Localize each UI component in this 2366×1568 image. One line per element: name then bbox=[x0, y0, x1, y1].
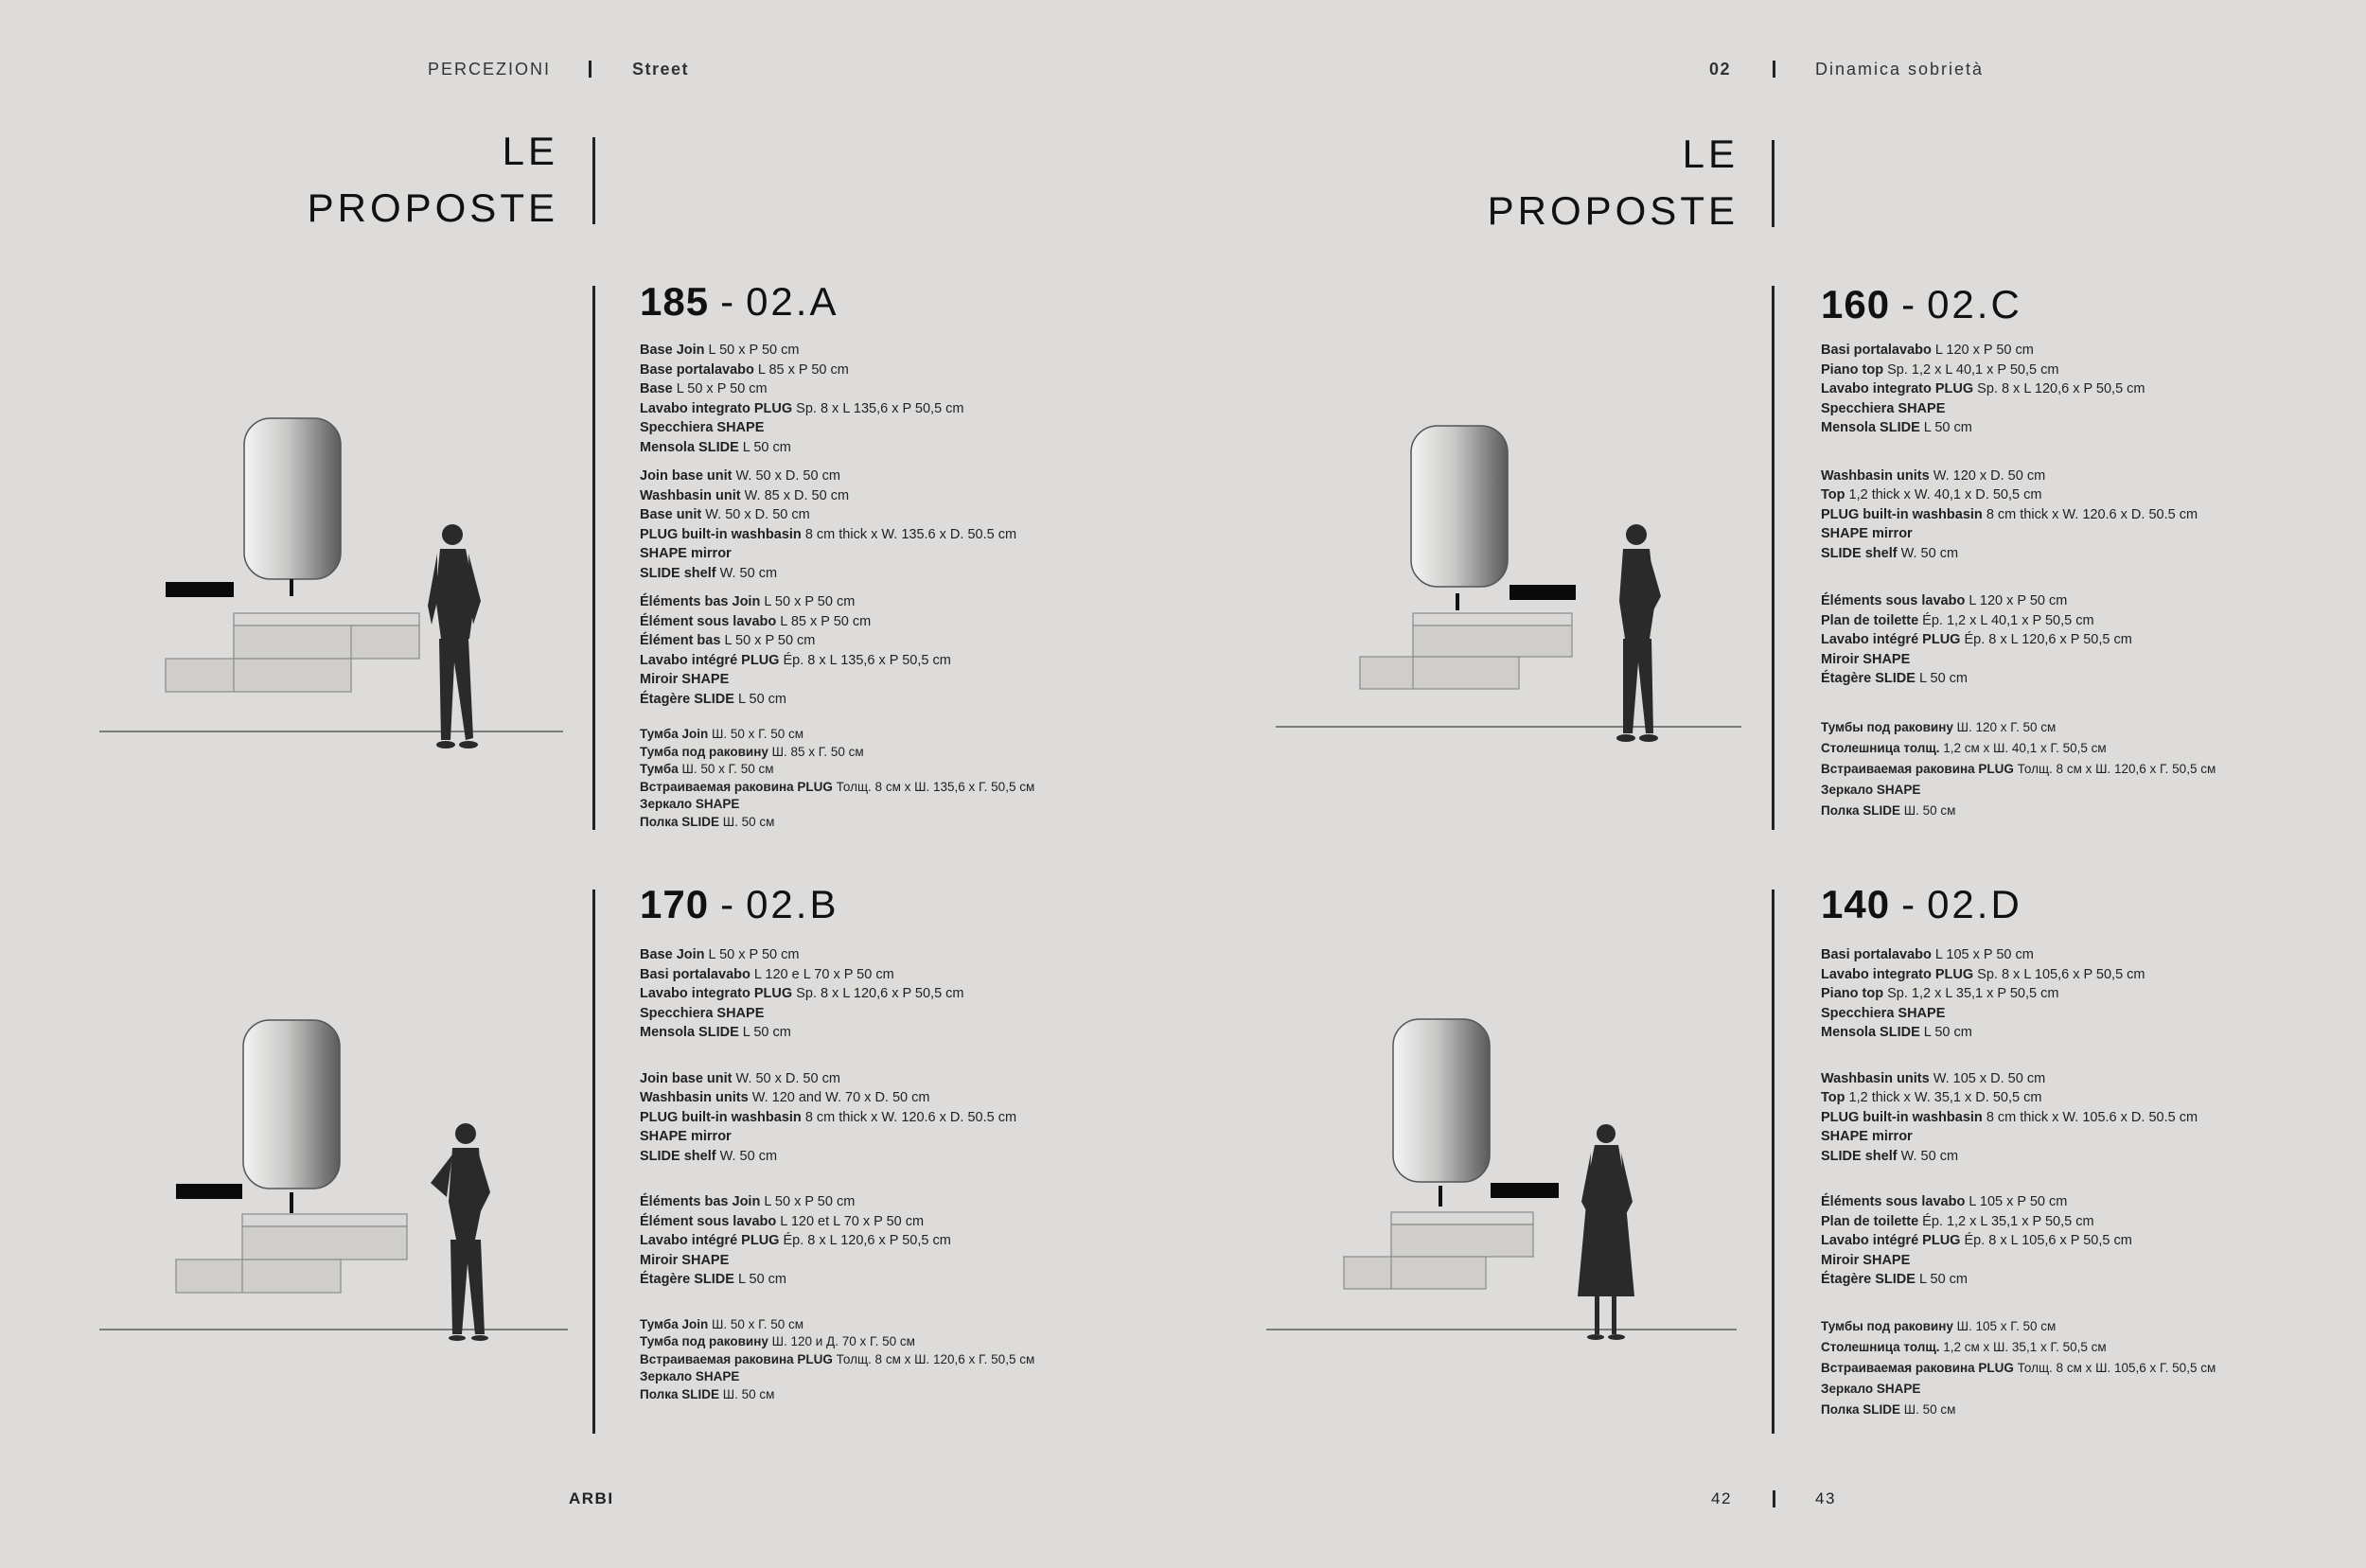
page-title-right: LE PROPOSTE bbox=[1487, 132, 1739, 233]
composition-illustration-d bbox=[1263, 1013, 1737, 1372]
spec-group-fr bbox=[640, 592, 1034, 709]
spec-line: Basi portalavabo L 120 e L 70 x P 50 cm bbox=[640, 966, 894, 982]
section-label: PERCEZIONI bbox=[428, 60, 552, 79]
spec-line: PLUG built-in washbasin 8 cm thick x W. 120.6 x D. 50.5 cm bbox=[1821, 506, 2198, 522]
spec-group-fr bbox=[1821, 1192, 2216, 1290]
spec-line: Base Join L 50 x P 50 cm bbox=[640, 343, 800, 358]
spec-line: Столешница толщ. 1,2 см x Ш. 40,1 x Г. 50,5 см bbox=[1821, 740, 2107, 755]
spec-line: Lavabo integrato PLUG Sp. 8 x L 120,6 x P 50,5 cm bbox=[640, 986, 964, 1001]
subsection-label: Street bbox=[632, 60, 690, 79]
proposal-heading-a: 185 - 02.A bbox=[640, 279, 839, 324]
washbasin-cabinet bbox=[234, 625, 419, 659]
washbasin-cabinet bbox=[242, 1214, 407, 1226]
spec-line: Miroir SHAPE bbox=[1821, 1252, 1911, 1268]
spec-line: Miroir SHAPE bbox=[640, 1252, 730, 1268]
mirror bbox=[243, 1020, 340, 1189]
spec-group-ru bbox=[1821, 717, 2216, 821]
spec-line: Basi portalavabo L 105 x P 50 cm bbox=[1821, 947, 2034, 962]
spec-group-it bbox=[640, 341, 1034, 457]
composition-illustration-c bbox=[1273, 407, 1746, 766]
faucet bbox=[1439, 1186, 1442, 1207]
spec-line: Base L 50 x P 50 cm bbox=[640, 381, 768, 396]
spec-list-c bbox=[1821, 341, 2216, 831]
spec-group-ru bbox=[1821, 1316, 2216, 1420]
person-figure bbox=[1578, 1124, 1634, 1340]
proposal-heading-c: 160 - 02.C bbox=[1821, 282, 2022, 326]
spec-line: PLUG built-in washbasin 8 cm thick x W. 120.6 x D. 50.5 cm bbox=[640, 1109, 1017, 1125]
shelf bbox=[166, 582, 234, 597]
spec-divider-a bbox=[592, 286, 595, 830]
chapter-number: 02 bbox=[1709, 60, 1732, 79]
mirror bbox=[1393, 1019, 1490, 1182]
spec-line: Полка SLIDE Ш. 50 см bbox=[640, 1386, 775, 1401]
spec-line: Specchiera SHAPE bbox=[640, 420, 765, 435]
spec-group-fr bbox=[1821, 591, 2216, 689]
spec-line: Élément bas L 50 x P 50 cm bbox=[640, 633, 816, 648]
spec-line: Столешница толщ. 1,2 см x Ш. 35,1 x Г. 50,5 см bbox=[1821, 1339, 2107, 1354]
spec-line: Зеркало SHAPE bbox=[1821, 782, 1921, 797]
spec-line: Piano top Sp. 1,2 x L 40,1 x P 50,5 cm bbox=[1821, 361, 2059, 378]
spec-line: Lavabo intégré PLUG Ép. 8 x L 120,6 x P 50,5 cm bbox=[640, 1233, 951, 1248]
page-number-right: 43 bbox=[1815, 1489, 1836, 1507]
washbasin-cabinet bbox=[242, 1226, 407, 1260]
spec-group-en bbox=[1821, 1069, 2216, 1167]
spec-line: Élément sous lavabo L 120 et L 70 x P 50 cm bbox=[640, 1213, 925, 1229]
faucet bbox=[290, 579, 293, 596]
mirror bbox=[1411, 426, 1508, 587]
spec-line: Тумбы под раковину Ш. 120 x Г. 50 см bbox=[1821, 719, 2057, 734]
spec-line: Lavabo integrato PLUG Sp. 8 x L 105,6 x P 50,5 cm bbox=[1821, 966, 2145, 982]
footer-separator bbox=[1773, 1490, 1775, 1507]
spec-line: Plan de toilette Ép. 1,2 x L 40,1 x P 50,5 cm bbox=[1821, 612, 2094, 628]
spec-line: Miroir SHAPE bbox=[640, 672, 730, 687]
composition-illustration-b bbox=[95, 1013, 568, 1372]
spec-line: PLUG built-in washbasin 8 cm thick x W. 105.6 x D. 50.5 cm bbox=[1821, 1109, 2198, 1125]
spec-list-b bbox=[640, 945, 1034, 1413]
spec-line: Éléments sous lavabo L 105 x P 50 cm bbox=[1821, 1194, 2068, 1209]
spec-line: Top 1,2 thick x W. 35,1 x D. 50,5 cm bbox=[1821, 1090, 2042, 1105]
spec-line: Miroir SHAPE bbox=[1821, 651, 1911, 667]
washbasin-cabinet bbox=[234, 613, 419, 625]
spec-line: Mensola SLIDE L 50 cm bbox=[640, 439, 791, 455]
spec-line: Specchiera SHAPE bbox=[1821, 400, 1946, 416]
spec-line: Base Join L 50 x P 50 cm bbox=[640, 947, 800, 962]
spec-group-it bbox=[640, 945, 1034, 1043]
mirror bbox=[244, 418, 341, 579]
spec-line: Lavabo integrato PLUG Sp. 8 x L 135,6 x P 50,5 cm bbox=[640, 400, 964, 416]
spec-line: Mensola SLIDE L 50 cm bbox=[1821, 420, 1972, 435]
spec-line: SHAPE mirror bbox=[640, 1129, 732, 1144]
spec-line: SLIDE shelf W. 50 cm bbox=[1821, 1148, 1959, 1164]
spec-line: Join base unit W. 50 x D. 50 cm bbox=[640, 1070, 840, 1086]
spec-line: Тумба Join Ш. 50 x Г. 50 см bbox=[640, 1316, 804, 1331]
spec-line: Зеркало SHAPE bbox=[640, 797, 740, 811]
base-cabinet bbox=[176, 1260, 341, 1293]
spec-line: PLUG built-in washbasin 8 cm thick x W. 135.6 x D. 50.5 cm bbox=[640, 526, 1017, 542]
spec-line: Mensola SLIDE L 50 cm bbox=[640, 1025, 791, 1040]
person-figure bbox=[428, 524, 481, 749]
spec-divider-d bbox=[1772, 890, 1774, 1434]
spec-line: Встраиваемая раковина PLUG Толщ. 8 см x Ш. 120,6 x Г. 50,5 см bbox=[640, 1351, 1035, 1366]
spec-line: Étagère SLIDE L 50 cm bbox=[640, 691, 786, 707]
spec-line: Полка SLIDE Ш. 50 см bbox=[1821, 802, 1956, 818]
faucet bbox=[1456, 593, 1459, 610]
title-divider bbox=[592, 137, 595, 224]
shelf bbox=[176, 1184, 242, 1199]
spec-line: Basi portalavabo L 120 x P 50 cm bbox=[1821, 343, 2034, 358]
spec-line: SHAPE mirror bbox=[640, 546, 732, 561]
title-divider bbox=[1772, 140, 1774, 227]
spec-line: Washbasin units W. 105 x D. 50 cm bbox=[1821, 1070, 2046, 1086]
spec-line: Washbasin unit W. 85 x D. 50 cm bbox=[640, 487, 850, 503]
spec-line: Top 1,2 thick x W. 40,1 x D. 50,5 cm bbox=[1821, 487, 2042, 502]
spec-line: Éléments sous lavabo L 120 x P 50 cm bbox=[1821, 593, 2068, 608]
spec-line: SHAPE mirror bbox=[1821, 1129, 1913, 1144]
brand-logo: ARBI bbox=[569, 1489, 614, 1507]
spec-line: Lavabo intégré PLUG Ép. 8 x L 105,6 x P 50,5 cm bbox=[1821, 1233, 2132, 1248]
page-title-left: LE PROPOSTE bbox=[307, 129, 558, 230]
spec-line: Тумба Join Ш. 50 x Г. 50 см bbox=[640, 727, 804, 741]
spec-line: Полка SLIDE Ш. 50 см bbox=[640, 814, 775, 829]
spec-line: Éléments bas Join L 50 x P 50 cm bbox=[640, 1194, 856, 1209]
faucet bbox=[290, 1192, 293, 1213]
spec-line: Тумба Ш. 50 x Г. 50 см bbox=[640, 762, 774, 776]
spec-line: Зеркало SHAPE bbox=[1821, 1381, 1921, 1396]
spec-line: Élément sous lavabo L 85 x P 50 cm bbox=[640, 613, 872, 629]
washbasin-cabinet bbox=[1413, 625, 1572, 657]
spec-line: Washbasin units W. 120 and W. 70 x D. 50 cm bbox=[640, 1090, 930, 1105]
spec-line: Встраиваемая раковина PLUG Толщ. 8 см x Ш. 105,6 x Г. 50,5 см bbox=[1821, 1360, 2216, 1375]
spec-list-d bbox=[1821, 945, 2216, 1430]
spec-line: Полка SLIDE Ш. 50 см bbox=[1821, 1401, 1956, 1417]
spec-group-fr bbox=[640, 1192, 1034, 1290]
spec-group-ru bbox=[640, 726, 1034, 831]
spec-line: SHAPE mirror bbox=[1821, 526, 1913, 541]
chapter-title: Dinamica sobrietà bbox=[1815, 60, 1985, 79]
spec-line: Specchiera SHAPE bbox=[1821, 1005, 1946, 1021]
spec-line: SLIDE shelf W. 50 cm bbox=[640, 565, 778, 581]
shelf bbox=[1510, 585, 1576, 600]
spec-line: Piano top Sp. 1,2 x L 35,1 x P 50,5 cm bbox=[1821, 986, 2059, 1001]
page-number-left: 42 bbox=[1711, 1489, 1732, 1507]
spec-line: Встраиваемая раковина PLUG Толщ. 8 см x Ш. 120,6 x Г. 50,5 см bbox=[1821, 761, 2216, 776]
spec-line: Lavabo integrato PLUG Sp. 8 x L 120,6 x P 50,5 cm bbox=[1821, 381, 2145, 396]
proposal-heading-d: 140 - 02.D bbox=[1821, 882, 2022, 926]
spec-list-a bbox=[640, 341, 1034, 840]
spec-divider-b bbox=[592, 890, 595, 1434]
spec-line: Specchiera SHAPE bbox=[640, 1005, 765, 1021]
spec-divider-c bbox=[1772, 286, 1774, 830]
washbasin-cabinet bbox=[1391, 1224, 1533, 1257]
spec-line: SLIDE shelf W. 50 cm bbox=[640, 1148, 778, 1164]
base-cabinet bbox=[166, 659, 351, 692]
base-cabinet bbox=[1360, 657, 1519, 689]
spec-line: Встраиваемая раковина PLUG Толщ. 8 см x Ш. 135,6 x Г. 50,5 см bbox=[640, 779, 1035, 794]
spec-line: Plan de toilette Ép. 1,2 x L 35,1 x P 50,5 cm bbox=[1821, 1213, 2094, 1229]
header-separator bbox=[589, 61, 592, 78]
spec-group-it bbox=[1821, 945, 2216, 1043]
spec-line: Étagère SLIDE L 50 cm bbox=[1821, 1272, 1968, 1287]
washbasin-cabinet bbox=[1391, 1212, 1533, 1224]
spec-line: Base unit W. 50 x D. 50 cm bbox=[640, 507, 810, 522]
shelf bbox=[1491, 1183, 1559, 1198]
spec-line: Lavabo intégré PLUG Ép. 8 x L 120,6 x P 50,5 cm bbox=[1821, 632, 2132, 647]
spec-line: Тумбы под раковину Ш. 105 x Г. 50 см bbox=[1821, 1318, 2057, 1333]
spec-line: Base portalavabo L 85 x P 50 cm bbox=[640, 361, 849, 378]
base-cabinet bbox=[1344, 1257, 1486, 1289]
spec-group-en bbox=[640, 467, 1034, 583]
washbasin-cabinet bbox=[1413, 613, 1572, 625]
spec-line: Éléments bas Join L 50 x P 50 cm bbox=[640, 594, 856, 609]
spec-group-it bbox=[1821, 341, 2216, 438]
spec-group-ru bbox=[640, 1316, 1034, 1404]
spec-line: Тумба под раковину Ш. 120 и Д. 70 x Г. 50 см bbox=[640, 1334, 915, 1348]
spec-line: Lavabo intégré PLUG Ép. 8 x L 135,6 x P 50,5 cm bbox=[640, 652, 951, 668]
spec-line: Étagère SLIDE L 50 cm bbox=[1821, 671, 1968, 686]
spec-group-en bbox=[1821, 467, 2216, 564]
spec-line: Join base unit W. 50 x D. 50 cm bbox=[640, 468, 840, 484]
spec-line: Mensola SLIDE L 50 cm bbox=[1821, 1025, 1972, 1040]
spec-line: Étagère SLIDE L 50 cm bbox=[640, 1272, 786, 1287]
composition-illustration-a bbox=[95, 407, 568, 766]
person-figure bbox=[431, 1123, 490, 1341]
spec-line: Зеркало SHAPE bbox=[640, 1369, 740, 1383]
proposal-heading-b: 170 - 02.B bbox=[640, 882, 839, 926]
spec-line: SLIDE shelf W. 50 cm bbox=[1821, 545, 1959, 561]
spec-line: Washbasin units W. 120 x D. 50 cm bbox=[1821, 467, 2046, 484]
spec-group-en bbox=[640, 1069, 1034, 1167]
spec-line: Тумба под раковину Ш. 85 x Г. 50 см bbox=[640, 744, 864, 759]
person-figure bbox=[1616, 524, 1661, 742]
header-separator bbox=[1773, 61, 1775, 78]
